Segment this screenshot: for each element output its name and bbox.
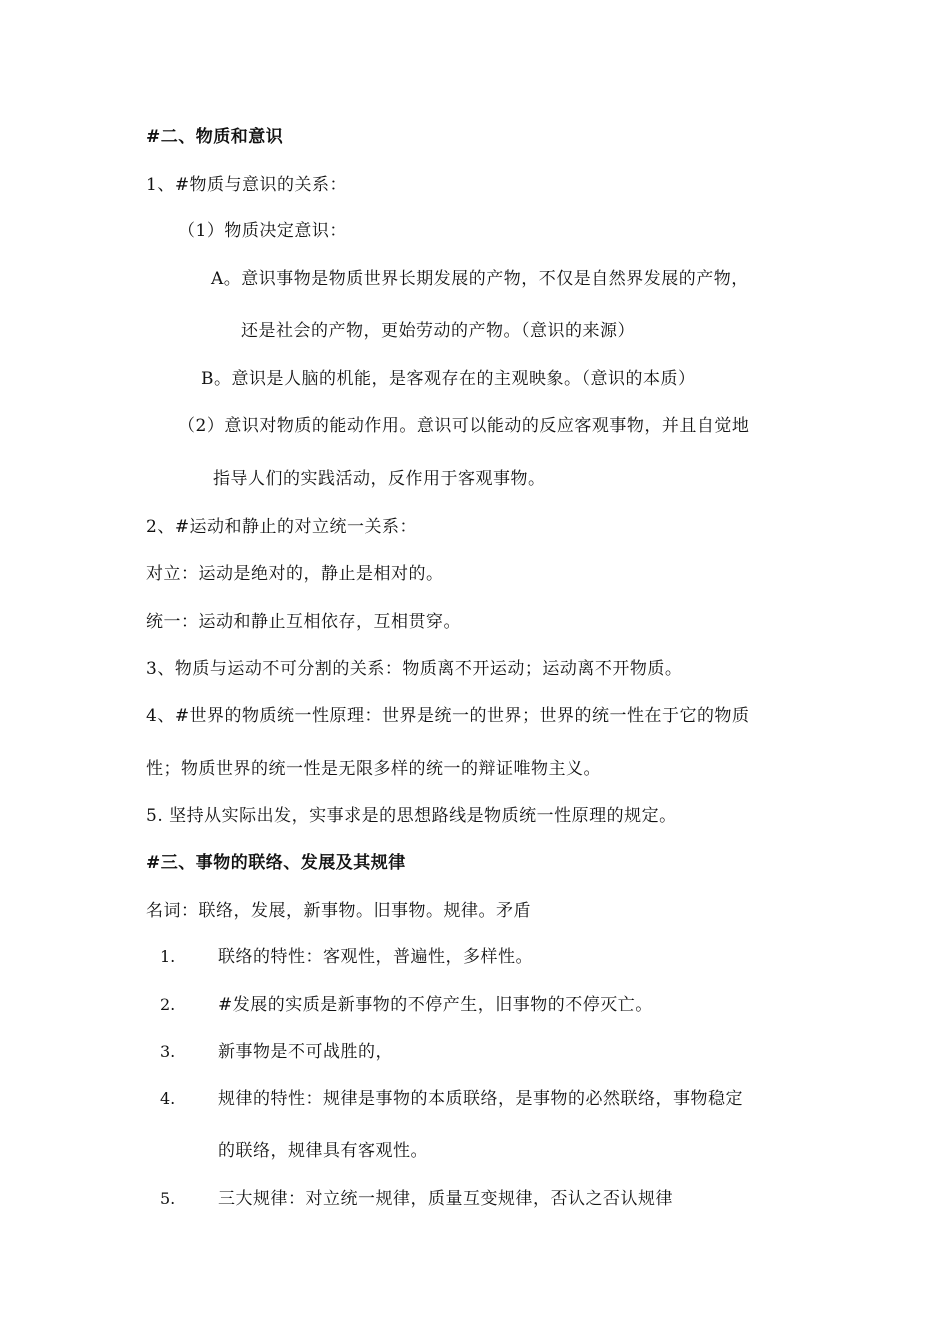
list-item-text: 三大规律：对立统一规律，质量互变规律，否认之否认规律 <box>218 1189 673 1209</box>
list-item-text: 联络的特性：客观性，普遍性，多样性。 <box>218 947 533 967</box>
item-2-opposition: 对立：运动是绝对的，静止是相对的。 <box>146 564 444 584</box>
sub-2-line-1: （2）意识对物质的能动作用。意识可以能动的反应客观事物，并且自觉地 <box>178 416 750 436</box>
sub-1-title: （1）物质决定意识： <box>178 221 347 241</box>
item-4-line-1: 4、#世界的物质统一性原理：世界是统一的世界；世界的统一性在于它的物质 <box>146 706 750 726</box>
list-item-text: #发展的实质是新事物的不停产生，旧事物的不停灭亡。 <box>218 995 653 1015</box>
terms-line: 名词：联络，发展，新事物。旧事物。规律。矛盾 <box>146 901 531 921</box>
list-item-number: 5. <box>160 1189 176 1208</box>
item-2-title: 2、#运动和静止的对立统一关系： <box>146 517 418 537</box>
list-item-number: 1. <box>160 947 176 966</box>
section-heading-matter-consciousness: #二、物质和意识 <box>146 127 284 147</box>
list-item-number: 2. <box>160 995 176 1014</box>
sub-2-line-2: 指导人们的实践活动，反作用于客观事物。 <box>213 469 546 489</box>
list-item-continuation: 的联络，规律具有客观性。 <box>218 1141 428 1161</box>
item-5: 5. 坚持从实际出发，实事求是的思想路线是物质统一性原理的规定。 <box>146 806 677 826</box>
item-3: 3、物质与运动不可分割的关系：物质离不开运动；运动离不开物质。 <box>146 659 683 679</box>
list-item-text: 新事物是不可战胜的， <box>218 1042 393 1062</box>
section-heading-connection-development: #三、事物的联络、发展及其规律 <box>146 853 406 873</box>
sub-1-b: B。意识是人脑的机能，是客观存在的主观映象。（意识的本质） <box>201 369 696 389</box>
list-item-text: 规律的特性：规律是事物的本质联络，是事物的必然联络，事物稳定 <box>218 1089 743 1109</box>
item-1-title: 1、#物质与意识的关系： <box>146 175 348 195</box>
sub-1-a-line-1: A。意识事物是物质世界长期发展的产物，不仅是自然界发展的产物， <box>211 269 749 289</box>
item-4-line-2: 性；物质世界的统一性是无限多样的统一的辩证唯物主义。 <box>146 759 601 779</box>
list-item-number: 3. <box>160 1042 176 1061</box>
item-2-unity: 统一：运动和静止互相依存，互相贯穿。 <box>146 612 461 632</box>
list-item-number: 4. <box>160 1089 176 1108</box>
sub-1-a-line-2: 还是社会的产物，更始劳动的产物。（意识的来源） <box>241 321 635 341</box>
